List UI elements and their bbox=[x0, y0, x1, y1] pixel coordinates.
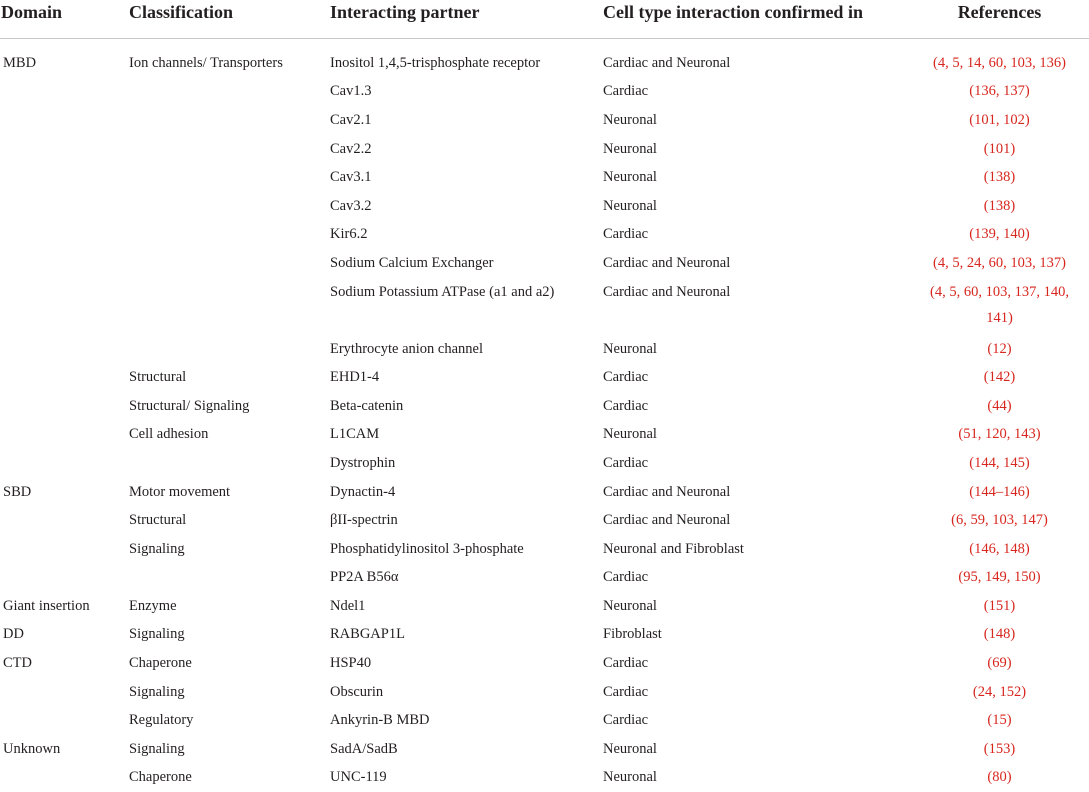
table-row bbox=[0, 392, 1089, 421]
cell-references: (136, 137) bbox=[969, 83, 1030, 100]
reference-line-1: (4, 5, 60, 103, 137, 140, bbox=[930, 283, 1069, 300]
cell-references: (138) bbox=[983, 169, 1016, 186]
cell-cell-type: Neuronal bbox=[603, 111, 657, 128]
cell-partner: EHD1-4 bbox=[330, 369, 380, 386]
table-row bbox=[0, 564, 1089, 593]
cell-references: (51, 120, 143) bbox=[958, 426, 1041, 443]
cell-references: (148) bbox=[983, 626, 1016, 643]
cell-cell-type: Neuronal bbox=[603, 740, 657, 757]
cell-partner: UNC-119 bbox=[330, 769, 387, 786]
cell-partner: HSP40 bbox=[330, 655, 372, 672]
cell-partner: PP2A B56α bbox=[330, 569, 399, 586]
cell-references: (95, 149, 150) bbox=[958, 569, 1041, 586]
cell-partner: Cav1.3 bbox=[330, 83, 372, 100]
header-classification: Classification bbox=[129, 2, 234, 22]
table-row bbox=[0, 135, 1089, 164]
cell-domain: Unknown bbox=[3, 740, 61, 757]
header-cell-type: Cell type interaction confirmed in bbox=[603, 2, 863, 22]
header-partner: Interacting partner bbox=[330, 2, 480, 22]
cell-classification: Signaling bbox=[129, 683, 185, 700]
table-row bbox=[0, 363, 1089, 392]
table-row bbox=[0, 649, 1089, 678]
cell-partner: Inositol 1,4,5-trisphosphate receptor bbox=[330, 54, 541, 71]
cell-cell-type: Cardiac bbox=[603, 655, 649, 672]
table-row bbox=[0, 249, 1089, 278]
cell-domain: Giant insertion bbox=[3, 597, 90, 614]
cell-references: (12) bbox=[987, 340, 1012, 357]
cell-domain: DD bbox=[3, 626, 24, 643]
cell-partner: Cav3.2 bbox=[330, 197, 372, 214]
cell-references: (139, 140) bbox=[969, 226, 1030, 243]
cell-references: (101, 102) bbox=[969, 111, 1030, 128]
cell-classification: Chaperone bbox=[129, 655, 192, 672]
table-row bbox=[0, 449, 1089, 478]
cell-cell-type: Cardiac bbox=[603, 369, 649, 386]
cell-partner: SadA/SadB bbox=[330, 740, 398, 757]
cell-classification: Cell adhesion bbox=[129, 426, 209, 443]
cell-references: (4, 5, 24, 60, 103, 137) bbox=[933, 254, 1066, 271]
table-row bbox=[0, 49, 1089, 78]
cell-references: (24, 152) bbox=[972, 683, 1027, 700]
cell-cell-type: Cardiac bbox=[603, 712, 649, 729]
cell-cell-type: Neuronal and Fibroblast bbox=[603, 540, 744, 557]
cell-partner: RABGAP1L bbox=[330, 626, 405, 643]
cell-cell-type: Cardiac bbox=[603, 683, 649, 700]
table-row bbox=[0, 78, 1089, 107]
table-header bbox=[0, 0, 1089, 38]
table-row bbox=[0, 592, 1089, 621]
table-row bbox=[0, 506, 1089, 535]
cell-cell-type: Cardiac bbox=[603, 226, 649, 243]
header-domain: Domain bbox=[1, 2, 63, 22]
cell-references: (101) bbox=[983, 140, 1016, 157]
cell-classification: Structural bbox=[129, 512, 187, 529]
cell-references bbox=[910, 284, 1089, 327]
cell-partner: Sodium Calcium Exchanger bbox=[330, 254, 494, 271]
cell-partner: Obscurin bbox=[330, 683, 384, 700]
cell-references: (138) bbox=[983, 197, 1016, 214]
cell-references: (151) bbox=[983, 597, 1016, 614]
cell-partner: Cav3.1 bbox=[330, 169, 372, 186]
cell-cell-type: Neuronal bbox=[603, 169, 657, 186]
cell-partner: Phosphatidylinositol 3-phosphate bbox=[330, 540, 524, 557]
table-row bbox=[0, 678, 1089, 707]
cell-cell-type: Cardiac bbox=[603, 83, 649, 100]
table-row bbox=[0, 621, 1089, 650]
cell-references: (69) bbox=[987, 655, 1012, 672]
cell-references: (15) bbox=[987, 712, 1012, 729]
cell-classification: Motor movement bbox=[129, 483, 231, 500]
table-row bbox=[0, 706, 1089, 735]
cell-cell-type: Cardiac bbox=[603, 454, 649, 471]
table-row bbox=[0, 106, 1089, 135]
cell-cell-type: Neuronal bbox=[603, 340, 657, 357]
cell-partner: Dynactin-4 bbox=[330, 483, 396, 500]
cell-partner: Sodium Potassium ATPase (a1 and a2) bbox=[330, 283, 555, 300]
cell-classification: Regulatory bbox=[129, 712, 194, 729]
cell-cell-type: Cardiac bbox=[603, 397, 649, 414]
cell-references: (4, 5, 14, 60, 103, 136) bbox=[933, 54, 1066, 71]
cell-references: (142) bbox=[983, 369, 1016, 386]
cell-domain: MBD bbox=[3, 54, 37, 71]
cell-partner: βII-spectrin bbox=[330, 512, 398, 529]
header-references: References bbox=[957, 2, 1042, 22]
cell-partner: Erythrocyte anion channel bbox=[330, 340, 483, 357]
cell-references: (44) bbox=[987, 397, 1012, 414]
cell-partner: Ndel1 bbox=[330, 597, 366, 614]
cell-references: (146, 148) bbox=[969, 540, 1030, 557]
reference-line-2: 141) bbox=[986, 309, 1013, 326]
cell-partner: Dystrophin bbox=[330, 454, 396, 471]
cell-classification: Structural/ Signaling bbox=[129, 397, 250, 414]
cell-classification: Signaling bbox=[129, 540, 185, 557]
table-body bbox=[0, 49, 1089, 792]
table-row bbox=[0, 478, 1089, 507]
cell-domain: CTD bbox=[3, 655, 32, 672]
cell-cell-type: Neuronal bbox=[603, 140, 657, 157]
cell-references: (144, 145) bbox=[969, 454, 1030, 471]
table-row bbox=[0, 278, 1089, 335]
cell-cell-type: Cardiac and Neuronal bbox=[603, 254, 731, 271]
cell-partner: Beta-catenin bbox=[330, 397, 404, 414]
cell-references: (144–146) bbox=[969, 483, 1030, 500]
cell-references: (80) bbox=[987, 769, 1012, 786]
cell-partner: Cav2.2 bbox=[330, 140, 372, 157]
table-row bbox=[0, 735, 1089, 764]
cell-domain: SBD bbox=[3, 483, 32, 500]
cell-classification: Chaperone bbox=[129, 769, 192, 786]
cell-classification: Signaling bbox=[129, 740, 185, 757]
cell-cell-type: Neuronal bbox=[603, 197, 657, 214]
cell-references: (153) bbox=[983, 740, 1016, 757]
cell-cell-type: Cardiac and Neuronal bbox=[603, 54, 731, 71]
cell-cell-type: Cardiac and Neuronal bbox=[603, 483, 731, 500]
cell-partner: L1CAM bbox=[330, 426, 380, 443]
table-row bbox=[0, 535, 1089, 564]
cell-references: (6, 59, 103, 147) bbox=[951, 512, 1048, 529]
cell-partner: Kir6.2 bbox=[330, 226, 368, 243]
table-row bbox=[0, 421, 1089, 450]
cell-classification: Structural bbox=[129, 369, 187, 386]
table-row bbox=[0, 764, 1089, 792]
cell-cell-type: Cardiac bbox=[603, 569, 649, 586]
cell-cell-type: Fibroblast bbox=[603, 626, 662, 643]
table-row bbox=[0, 221, 1089, 250]
table-row bbox=[0, 335, 1089, 364]
cell-cell-type: Neuronal bbox=[603, 426, 657, 443]
cell-partner: Cav2.1 bbox=[330, 111, 372, 128]
cell-cell-type: Cardiac and Neuronal bbox=[603, 512, 731, 529]
cell-cell-type: Neuronal bbox=[603, 597, 657, 614]
cell-classification: Signaling bbox=[129, 626, 185, 643]
cell-classification: Ion channels/ Transporters bbox=[129, 54, 283, 71]
cell-partner: Ankyrin-B MBD bbox=[330, 712, 430, 729]
table-row bbox=[0, 192, 1089, 221]
cell-cell-type: Neuronal bbox=[603, 769, 657, 786]
cell-classification: Enzyme bbox=[129, 597, 177, 614]
table-row bbox=[0, 163, 1089, 192]
cell-cell-type: Cardiac and Neuronal bbox=[603, 283, 731, 300]
